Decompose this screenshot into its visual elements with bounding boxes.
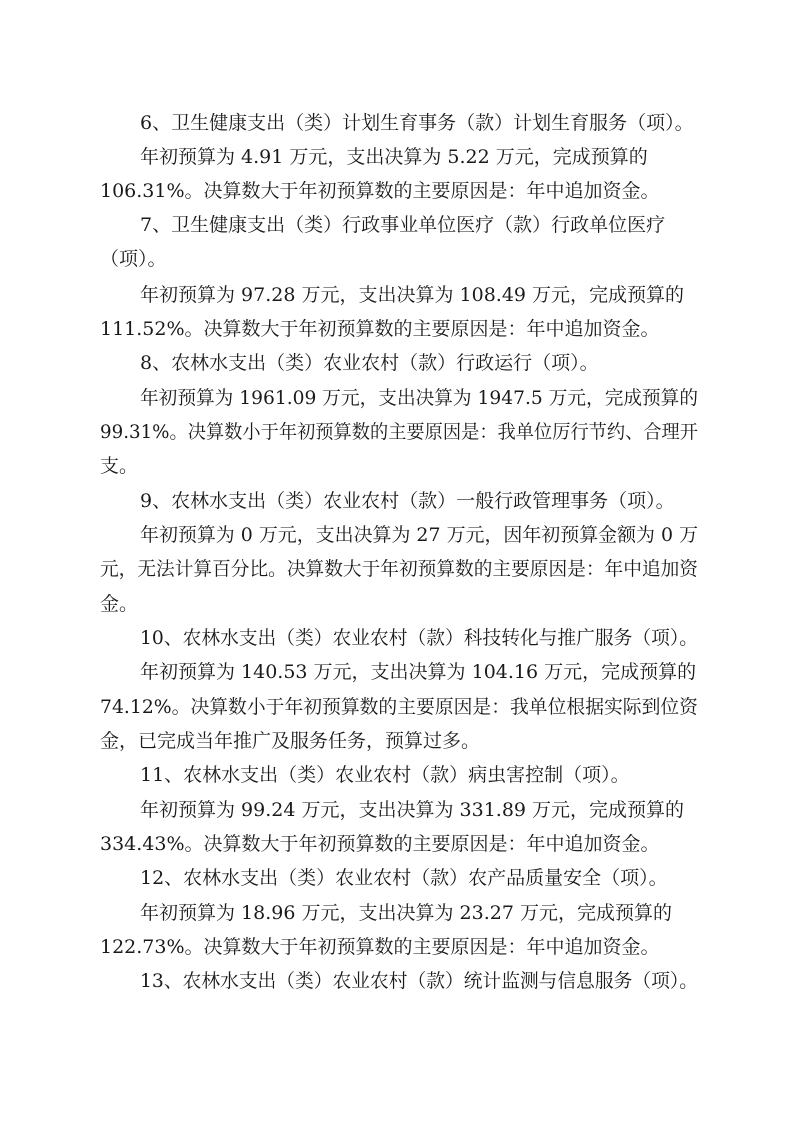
paragraph-line [0, 655, 793, 689]
paragraph-line [0, 861, 793, 895]
paragraph-line [0, 278, 793, 312]
paragraph-line [0, 827, 793, 861]
paragraph-line [0, 415, 793, 449]
paragraph-line [0, 346, 793, 380]
paragraph-line [0, 381, 793, 415]
line-text: 106.31%。决算数大于年初预算数的主要原因是：年中追加资金。 [100, 180, 660, 202]
paragraph-line [0, 930, 793, 964]
line-text: 10、农林水支出（类）农业农村（款）科技转化与推广服务（项）。 [140, 627, 698, 649]
line-text: 9、农林水支出（类）农业农村（款）一般行政管理事务（项）。 [140, 490, 675, 512]
paragraph-line [0, 208, 793, 242]
line-text: 支。 [100, 455, 139, 477]
line-text: 年初预算为 0 万元，支出决算为 27 万元，因年初预算金额为 0 万 [140, 524, 699, 546]
line-text: 111.52%。决算数大于年初预算数的主要原因是：年中追加资金。 [100, 318, 660, 340]
line-text: 金，已完成当年推广及服务任务，预算过多。 [100, 730, 481, 752]
line-text: 年初预算为 140.53 万元，支出决算为 104.16 万元，完成预算的 [140, 661, 697, 683]
line-text: 年初预算为 18.96 万元，支出决算为 23.27 万元，完成预算的 [140, 902, 672, 924]
paragraph-line [0, 724, 793, 758]
paragraph-line [0, 484, 793, 518]
line-text: 6、卫生健康支出（类）计划生育事务（款）计划生育服务（项）。 [140, 112, 694, 134]
line-text: 年初预算为 99.24 万元，支出决算为 331.89 万元，完成预算的 [140, 799, 685, 821]
paragraph-line [0, 690, 793, 724]
line-text: 元，无法计算百分比。决算数大于年初预算数的主要原因是：年中追加资 [100, 558, 698, 580]
line-text: 74.12%。决算数小于年初预算数的主要原因是：我单位根据实际到位资 [100, 696, 698, 718]
line-text: 金。 [100, 593, 139, 615]
line-text: 12、农林水支出（类）农业农村（款）农产品质量安全（项）。 [140, 867, 668, 889]
paragraph-line [0, 242, 793, 276]
line-text: 13、农林水支出（类）农业农村（款）统计监测与信息服务（项）。 [140, 970, 698, 992]
paragraph-line [0, 518, 793, 552]
line-text: 年初预算为 97.28 万元，支出决算为 108.49 万元，完成预算的 [140, 284, 685, 306]
line-text: 11、农林水支出（类）农业农村（款）病虫害控制（项）。 [140, 764, 630, 786]
paragraph-line [0, 758, 793, 792]
paragraph-line [0, 587, 793, 621]
paragraph-line [0, 106, 793, 140]
line-text: 122.73%。决算数大于年初预算数的主要原因是：年中追加资金。 [100, 936, 660, 958]
line-text: 8、农林水支出（类）农业农村（款）行政运行（项）。 [140, 352, 599, 374]
paragraph-line [0, 552, 793, 586]
line-text: （项）。 [100, 248, 167, 270]
paragraph-line [0, 312, 793, 346]
paragraph-line [0, 621, 793, 655]
line-text: 年初预算为 1961.09 万元，支出决算为 1947.5 万元，完成预算的 [140, 387, 698, 409]
line-text: 334.43%。决算数大于年初预算数的主要原因是：年中追加资金。 [100, 833, 660, 855]
line-text: 99.31%。决算数小于年初预算数的主要原因是：我单位厉行节约、合理开 [100, 421, 699, 443]
paragraph-line [0, 793, 793, 827]
paragraph-line [0, 964, 793, 998]
paragraph-line [0, 449, 793, 483]
paragraph-line [0, 896, 793, 930]
line-text: 年初预算为 4.91 万元，支出决算为 5.22 万元，完成预算的 [140, 146, 648, 168]
paragraph-line [0, 174, 793, 208]
paragraph-line [0, 140, 793, 174]
line-text: 7、卫生健康支出（类）行政事业单位医疗（款）行政单位医疗 [140, 214, 666, 236]
